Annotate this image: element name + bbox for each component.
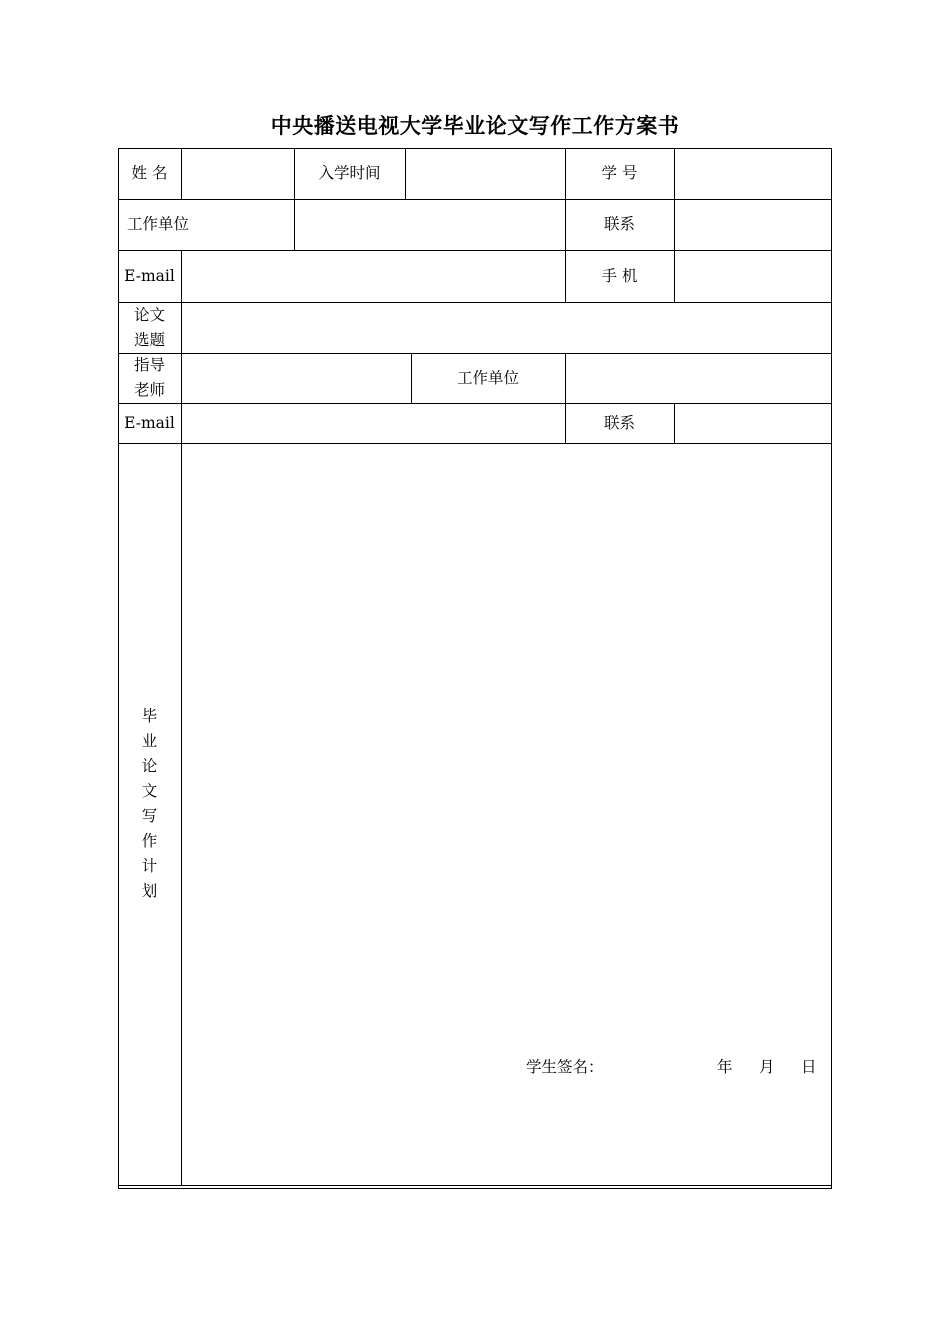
- advisor-label-line: 指导: [133, 356, 165, 374]
- student-id-field[interactable]: [675, 149, 831, 199]
- contact-label: 联系: [603, 215, 635, 233]
- plan-label-char: 写: [141, 807, 158, 825]
- enroll-time-label: 入学时间: [318, 164, 381, 182]
- plan-label-char: 论: [141, 757, 158, 775]
- advisor-work-unit-field[interactable]: [566, 354, 831, 403]
- email-label: E-mail: [124, 266, 175, 285]
- month-label: 月: [759, 1058, 775, 1076]
- contact-field[interactable]: [675, 200, 831, 250]
- plan-label-char: 划: [141, 882, 158, 900]
- plan-label-char: 作: [141, 832, 158, 850]
- topic-label: [118, 302, 181, 353]
- document-title: 中央播送电视大学毕业论文写作工作方案书: [270, 113, 680, 138]
- work-unit-label: 工作单位: [127, 215, 190, 233]
- plan-label-char: 文: [141, 782, 158, 800]
- advisor-label: [118, 353, 181, 403]
- advisor-work-unit-label: 工作单位: [456, 368, 519, 387]
- day-label: 日: [801, 1058, 817, 1076]
- advisor-contact-label: 联系: [603, 413, 635, 432]
- plan-label-char: 计: [141, 857, 158, 875]
- signature-field[interactable]: [610, 1050, 705, 1080]
- advisor-field[interactable]: [182, 354, 411, 403]
- advisor-email-field[interactable]: [182, 404, 565, 443]
- advisor-email-label: E-mail: [124, 413, 175, 432]
- plan-content-area[interactable]: [182, 444, 831, 1044]
- signature-label: 学生签名：: [526, 1058, 604, 1076]
- student-id-label: 学 号: [601, 164, 638, 182]
- advisor-label-line: 老师: [133, 381, 165, 399]
- topic-label-line: 选题: [133, 330, 165, 349]
- work-unit-field[interactable]: [295, 200, 565, 250]
- email-field[interactable]: [182, 251, 565, 302]
- plan-label-char: 毕: [141, 707, 158, 725]
- mobile-label: 手 机: [601, 266, 638, 285]
- year-label: 年: [717, 1058, 733, 1076]
- mobile-field[interactable]: [675, 251, 831, 302]
- plan-label-char: 业: [141, 732, 158, 750]
- name-field[interactable]: [182, 149, 294, 199]
- plan-label: [118, 443, 181, 1185]
- table-border-bottom-double: [118, 1188, 832, 1189]
- enroll-time-field[interactable]: [406, 149, 565, 199]
- name-label: 姓 名: [131, 164, 168, 182]
- topic-field[interactable]: [182, 303, 831, 353]
- advisor-contact-field[interactable]: [675, 404, 831, 443]
- topic-label-line: 论文: [133, 305, 165, 324]
- table-border-right: [831, 148, 832, 1189]
- table-border-bottom: [118, 1185, 832, 1186]
